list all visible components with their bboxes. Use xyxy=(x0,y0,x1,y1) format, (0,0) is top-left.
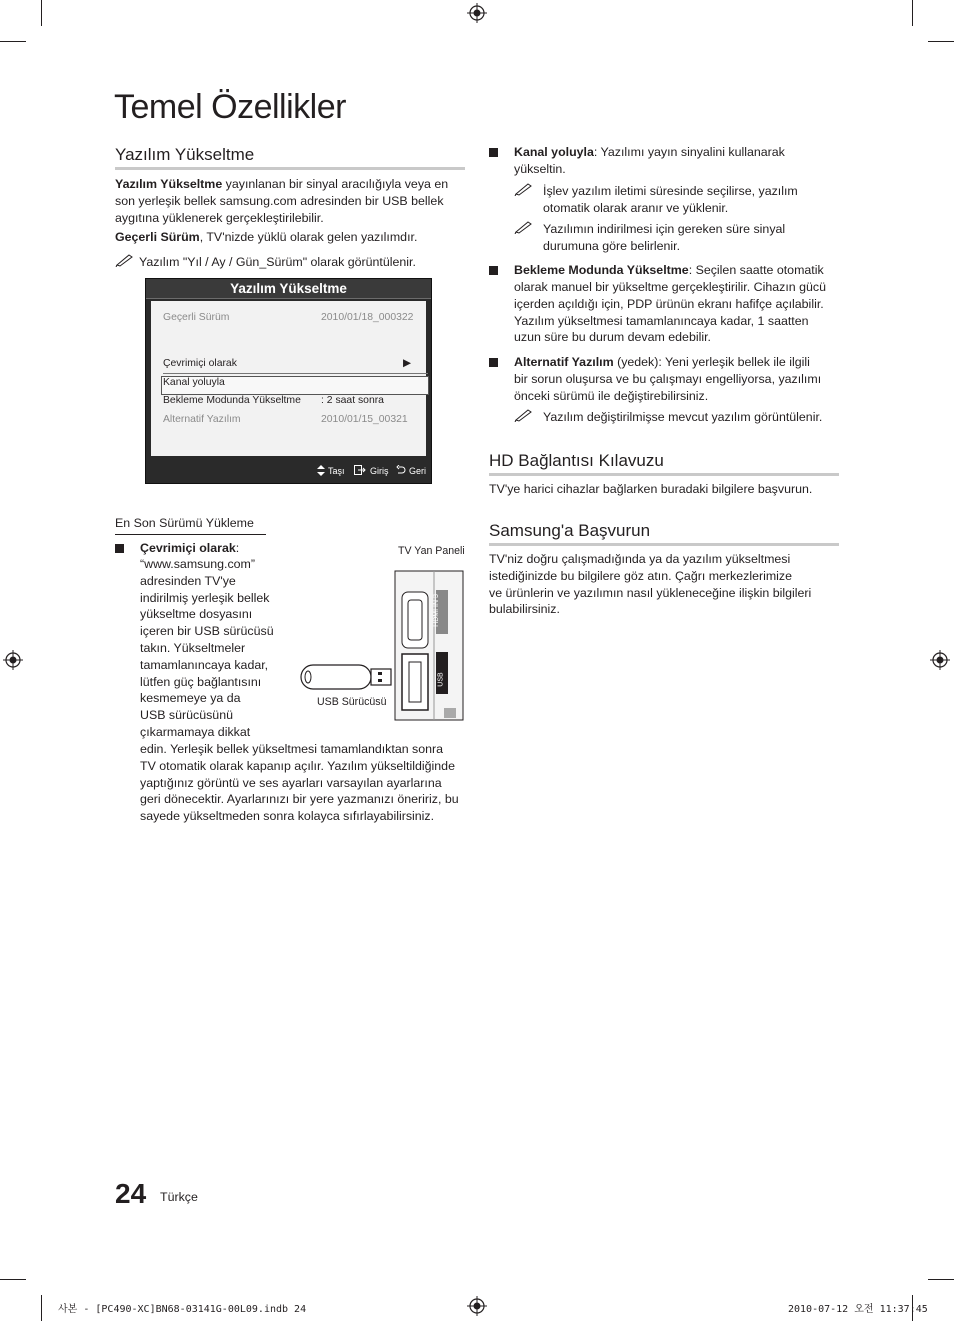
online-line: takın. Yükseltmeler xyxy=(140,641,246,655)
standby-line: uzun süre bu durum devam edebilir. xyxy=(514,330,711,345)
hdmi-port-label: HDMI IN 3 xyxy=(432,594,440,627)
usb-port-label: USB xyxy=(437,672,445,687)
contact-samsung-line: bulabilirsiniz. xyxy=(489,602,560,617)
crop-mark xyxy=(41,0,42,26)
subheading-underline xyxy=(115,534,266,535)
osd-item-alternative[interactable]: Alternatif Yazılım xyxy=(163,414,241,425)
osd-alternative-value: 2010/01/15_00321 xyxy=(321,414,408,425)
osd-move-label: Taşı xyxy=(328,466,345,476)
online-line: kesmemeye ya da xyxy=(140,691,241,706)
section-title-software-upgrade: Yazılım Yükseltme xyxy=(115,145,255,164)
osd-menu xyxy=(145,278,432,484)
note-pencil-icon xyxy=(115,253,135,267)
tv-panel-label: TV Yan Paneli xyxy=(398,545,465,557)
online-line: edin. Yerleşik bellek yükseltmesi tamamlandıktan sonra xyxy=(140,742,444,756)
osd-enter-label: Giriş xyxy=(370,466,389,476)
standby-line: Yazılım yükseltmesi tamamlanıncaya kadar, 1 saatten xyxy=(514,313,809,328)
online-line: USB sürücüsünü xyxy=(140,708,233,723)
osd-current-version-value: 2010/01/18_000322 xyxy=(321,312,414,323)
section-rule xyxy=(115,167,465,170)
online-line: çıkarmamaya dikkat xyxy=(140,725,251,739)
contact-samsung-line: istediğinizde bu bilgilere göz atın. Çağrı merkezlerimize xyxy=(489,568,793,583)
channel-note: Yazılımın indirilmesi için gereken süre sinyal xyxy=(543,222,786,236)
contact-samsung-line: TV'niz doğru çalışmadığında ya da yazılım yükseltmesi xyxy=(489,552,791,566)
osd-item-channel[interactable]: Kanal yoluyla xyxy=(163,377,225,388)
print-slug-file: 사본 - [PC490-XC]BN68-03141G-00L09.indb 24 xyxy=(58,1304,307,1315)
updown-arrow-icon xyxy=(317,465,325,476)
registration-mark-icon xyxy=(930,650,950,670)
crop-mark xyxy=(41,1295,42,1321)
standby-line: Bekleme Modunda Yükseltme: Seçilen saatte otomatik xyxy=(514,263,824,277)
subheading-install-latest: En Son Sürümü Yükleme xyxy=(115,516,254,530)
online-line: “www.samsung.com” xyxy=(140,557,255,571)
online-line: geri dönecektir. Ayarlarınızı bir yere yazmanızı öneririz, bu xyxy=(140,792,459,807)
section-rule xyxy=(489,473,839,476)
online-line: yaptığınız görüntü ve ses ayarları varsayılan ayarlarına xyxy=(140,775,442,790)
osd-item-online[interactable]: Çevrimiçi olarak xyxy=(163,358,237,369)
channel-note: otomatik olarak aranır ve yüklenir. xyxy=(543,201,729,215)
osd-footer xyxy=(146,458,431,484)
crop-mark xyxy=(928,41,954,42)
contact-samsung-line: ve ürünlerin ve yazılımın nasıl yükleneceğine ilişkin bilgileri xyxy=(489,585,812,600)
registration-mark-icon xyxy=(3,650,23,670)
online-bold-label: Çevrimiçi olarak: xyxy=(140,541,240,555)
usb-drive-label: USB Sürücüsü xyxy=(317,696,387,708)
return-icon xyxy=(396,465,406,475)
page-language: Türkçe xyxy=(160,1190,198,1204)
section-title-hd-guide: HD Bağlantısı Kılavuzu xyxy=(489,451,664,470)
bullet-square xyxy=(115,544,124,553)
page-title: Temel Özellikler xyxy=(114,88,346,126)
online-line: adresinden TV'ye xyxy=(140,573,236,588)
bullet-square xyxy=(489,148,498,157)
standby-line: içerden açıldığı için, PDP ürünün ekranı hafifçe açılabilir. xyxy=(514,296,824,311)
section-title-contact-samsung: Samsung'a Başvurun xyxy=(489,521,651,540)
alternative-line: Alternatif Yazılım (yedek): Yeni yerleşik bellek ile ilgili xyxy=(514,355,810,369)
registration-mark-icon xyxy=(467,1296,487,1316)
bullet-square xyxy=(489,266,498,275)
section-rule xyxy=(489,543,839,546)
note-text: Yazılım "Yıl / Ay / Gün_Sürüm" olarak görüntülenir. xyxy=(139,255,416,269)
osd-current-version-label: Geçerli Sürüm xyxy=(163,312,230,323)
online-line: sayede yükseltmeden sonra kolayca sıfırlayabilirsiniz. xyxy=(140,809,435,824)
osd-body xyxy=(151,301,426,456)
standby-line: olarak manuel bir yükseltme gerçekleştirilir. Cihazın gücü xyxy=(514,280,826,294)
osd-standby-value: : 2 saat sonra xyxy=(321,395,384,406)
crop-mark xyxy=(912,0,913,26)
note-pencil-icon xyxy=(514,220,534,234)
osd-arrow-right-icon: ▶ xyxy=(403,358,411,369)
online-line: TV otomatik olarak kapanıp açılır. Yazılım yükseltildiğinde xyxy=(140,758,455,773)
alternative-note: Yazılım değiştirilmişse mevcut yazılım görüntülenir. xyxy=(543,410,823,424)
tv-side-panel-illustration xyxy=(394,570,464,721)
online-line: yükseltme dosyasını xyxy=(140,607,253,622)
online-line: içeren bir USB sürücüsü xyxy=(140,624,274,639)
print-slug-date: 2010-07-12 오전 11:37:45 xyxy=(788,1304,928,1315)
osd-back-label: Geri xyxy=(409,466,427,476)
channel-line: yükseltin. xyxy=(514,162,566,176)
crop-mark xyxy=(0,1279,26,1280)
osd-title: Yazılım Yükseltme xyxy=(146,279,431,299)
alternative-line: önceki sürümü ile değiştirebilirsiniz. xyxy=(514,388,709,403)
enter-icon xyxy=(354,465,366,475)
crop-mark xyxy=(928,1279,954,1280)
crop-mark xyxy=(0,41,26,42)
online-line: tamamlanıncaya kadar, xyxy=(140,657,269,672)
registration-mark-icon xyxy=(467,3,487,23)
note-pencil-icon xyxy=(514,408,534,422)
intro-line: Yazılım Yükseltme yayınlanan bir sinyal aracılığıyla veya en xyxy=(115,177,449,191)
online-line: indirilmiş yerleşik bellek xyxy=(140,590,270,605)
note-pencil-icon xyxy=(514,182,534,196)
hd-guide-text: TV'ye harici cihazlar bağlarken buradaki bilgilere başvurun. xyxy=(489,482,813,496)
channel-note: durumuna göre belirlenir. xyxy=(543,239,681,253)
usb-drive-icon xyxy=(300,662,395,692)
page-number: 24 xyxy=(115,1178,147,1209)
online-line: lütfen güç bağlantısını xyxy=(140,674,262,689)
bullet-square xyxy=(489,358,498,367)
intro-line: aygıtına yüklenerek gerçekleştirilebilir. xyxy=(115,211,324,225)
channel-line: Kanal yoluyla: Yazılımı yayın sinyalini kullanarak xyxy=(514,145,785,159)
alternative-line: bir sorun oluşursa ve bu çalışmayı engelliyorsa, yazılımı xyxy=(514,372,822,386)
intro-line: Geçerli Sürüm, TV'nizde yüklü olarak gelen yazılımdır. xyxy=(115,230,418,244)
osd-item-standby[interactable]: Bekleme Modunda Yükseltme xyxy=(163,395,301,406)
channel-note: İşlev yazılım iletimi süresinde seçilirse, yazılım xyxy=(543,184,798,198)
osd-divider xyxy=(163,373,428,374)
intro-line: son yerleşik bellek samsung.com adresinden bir USB bellek xyxy=(115,194,444,208)
